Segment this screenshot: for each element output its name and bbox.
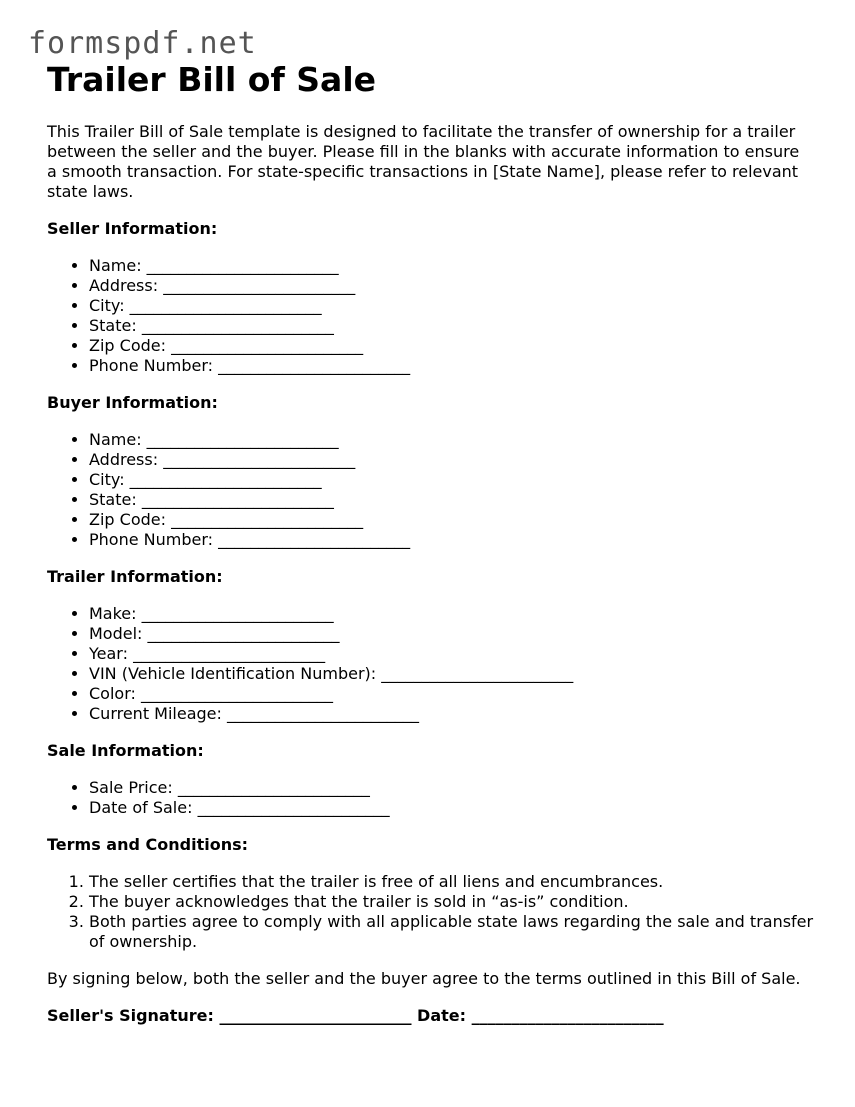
intro-paragraph: This Trailer Bill of Sale template is designed to facilitate the transfer of ownership for a trailer between the seller and the buyer. Please fill in the blanks with accurate information to ensure a smooth transaction. For state-specific transactions in [State Name], please refer to relevant state laws. bbox=[47, 122, 800, 201]
buyer-zip-field: • Zip Code: ________________________ bbox=[89, 510, 817, 530]
buyer-list bbox=[47, 430, 817, 550]
buyer-heading: Buyer Information: bbox=[47, 393, 218, 412]
trailer-model-field: • Model: ________________________ bbox=[89, 624, 817, 644]
terms-heading: Terms and Conditions: bbox=[47, 835, 249, 854]
seller-city-field: • City: ________________________ bbox=[89, 296, 817, 316]
trailer-mileage-field: • Current Mileage: ________________________ bbox=[89, 704, 817, 724]
trailer-make-field: • Make: ________________________ bbox=[89, 604, 817, 624]
sale-list bbox=[47, 778, 817, 818]
trailer-vin-field: • VIN (Vehicle Identification Number): ________________________ bbox=[89, 664, 817, 684]
seller-name-field: • Name: ________________________ bbox=[89, 256, 817, 276]
buyer-state-field: • State: ________________________ bbox=[89, 490, 817, 510]
seller-state-field: • State: ________________________ bbox=[89, 316, 817, 336]
terms-list bbox=[47, 872, 817, 952]
agreement-paragraph: By signing below, both the seller and the buyer agree to the terms outlined in this Bill of Sale. bbox=[47, 969, 801, 988]
sale-heading: Sale Information: bbox=[47, 741, 204, 760]
seller-phone-field: • Phone Number: ________________________ bbox=[89, 356, 817, 376]
buyer-city-field: • City: ________________________ bbox=[89, 470, 817, 490]
trailer-heading: Trailer Information: bbox=[47, 567, 223, 586]
buyer-address-field: • Address: ________________________ bbox=[89, 450, 817, 470]
terms-item: 3. Both parties agree to comply with all applicable state laws regarding the sale and transfer of ownership. bbox=[89, 912, 817, 952]
buyer-phone-field: • Phone Number: ________________________ bbox=[89, 530, 817, 550]
seller-list bbox=[47, 256, 817, 376]
signature-line: Seller's Signature: ________________________ Date: ________________________ bbox=[47, 1006, 664, 1025]
sale-price-field: • Sale Price: ________________________ bbox=[89, 778, 817, 798]
seller-zip-field: • Zip Code: ________________________ bbox=[89, 336, 817, 356]
watermark: formspdf.net bbox=[28, 26, 257, 61]
trailer-list bbox=[47, 604, 817, 724]
terms-item: 1. The seller certifies that the trailer is free of all liens and encumbrances. bbox=[89, 872, 817, 892]
sale-date-field: • Date of Sale: ________________________ bbox=[89, 798, 817, 818]
seller-heading: Seller Information: bbox=[47, 219, 218, 238]
terms-item: 2. The buyer acknowledges that the trailer is sold in “as-is” condition. bbox=[89, 892, 817, 912]
seller-address-field: • Address: ________________________ bbox=[89, 276, 817, 296]
document-page bbox=[47, 58, 817, 1026]
page-title: Trailer Bill of Sale bbox=[47, 60, 377, 99]
trailer-color-field: • Color: ________________________ bbox=[89, 684, 817, 704]
trailer-year-field: • Year: ________________________ bbox=[89, 644, 817, 664]
buyer-name-field: • Name: ________________________ bbox=[89, 430, 817, 450]
